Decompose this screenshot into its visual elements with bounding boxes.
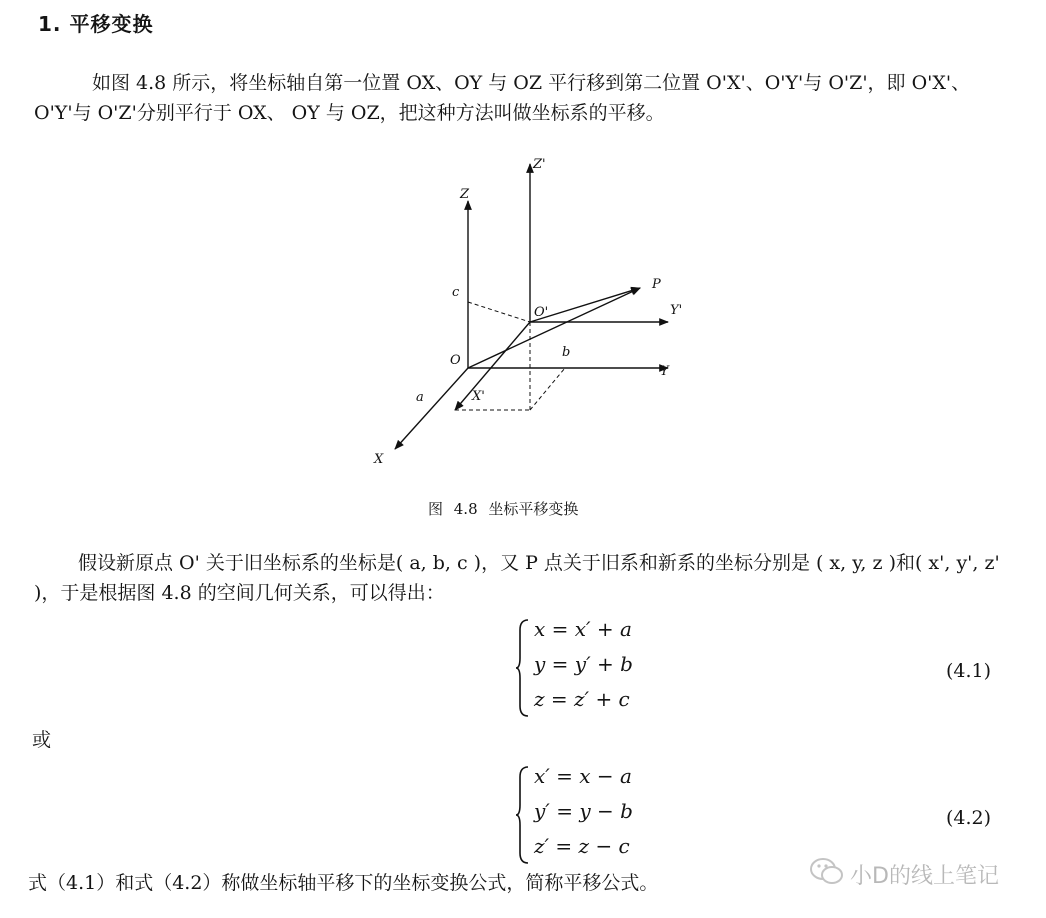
paragraph-derivation: 假设新原点 O' 关于旧坐标系的坐标是( a, b, c )，又 P 点关于旧系和新系的坐标分别是 ( x, y, z )和( x', y', z' )，于是根据图 4.8 的空间几何关系，可以得出： (34, 552, 1000, 604)
equation-system-4-1 (516, 618, 716, 718)
label-z: Z (460, 187, 470, 202)
equation-xp: x′ = x − a (534, 764, 632, 788)
equation-x: x = x′ + a (534, 617, 632, 641)
label-b: b (562, 345, 571, 360)
label-y: Y (660, 364, 669, 379)
vector-op (468, 288, 640, 368)
watermark-text: 小D的线上笔记 (850, 864, 999, 889)
equation-zp: z′ = z − c (534, 834, 630, 858)
figure-4-8 (360, 146, 720, 476)
equation-z: z = z′ + c (534, 687, 630, 711)
section-heading: 1. 平移变换 (38, 12, 154, 36)
equation-yp: y′ = y − b (534, 799, 633, 823)
label-x: X (374, 452, 384, 467)
figure-caption: 图 4.8 坐标平移变换 (428, 500, 579, 518)
equation-system-4-2 (516, 765, 716, 865)
or-text: 或 (32, 729, 52, 751)
label-o: O (450, 353, 461, 368)
paragraph-intro: 如图 4.8 所示，将坐标轴自第一位置 OX、OY 与 OZ 平行移到第二位置 O'X'、O'Y'与 O'Z'，即 O'X'、 O'Y'与 O'Z'分别平行于 OX、 OY 与 OZ，把这种方法叫做坐标系的平移。 (34, 72, 971, 124)
label-zp: Z' (533, 157, 546, 172)
equation-number-4-2: (4.2) (946, 807, 992, 829)
wechat-icon (808, 852, 846, 890)
axis-xp (455, 322, 530, 410)
brace-icon (516, 618, 530, 718)
coordinate-diagram (360, 146, 720, 476)
label-p: P (652, 277, 661, 292)
label-op: O' (534, 305, 549, 320)
paragraph-conclusion: 式（4.1）和式（4.2）称做坐标轴平移下的坐标变换公式，简称平移公式。 (28, 872, 659, 894)
label-a: a (416, 390, 424, 405)
label-xp: X' (472, 389, 485, 404)
brace-icon (516, 765, 530, 865)
equation-number-4-1: (4.1) (946, 660, 992, 682)
watermark (808, 852, 1034, 892)
label-c: c (452, 285, 460, 300)
label-yp: Y' (670, 303, 683, 318)
equation-y: y = y′ + b (534, 652, 633, 676)
